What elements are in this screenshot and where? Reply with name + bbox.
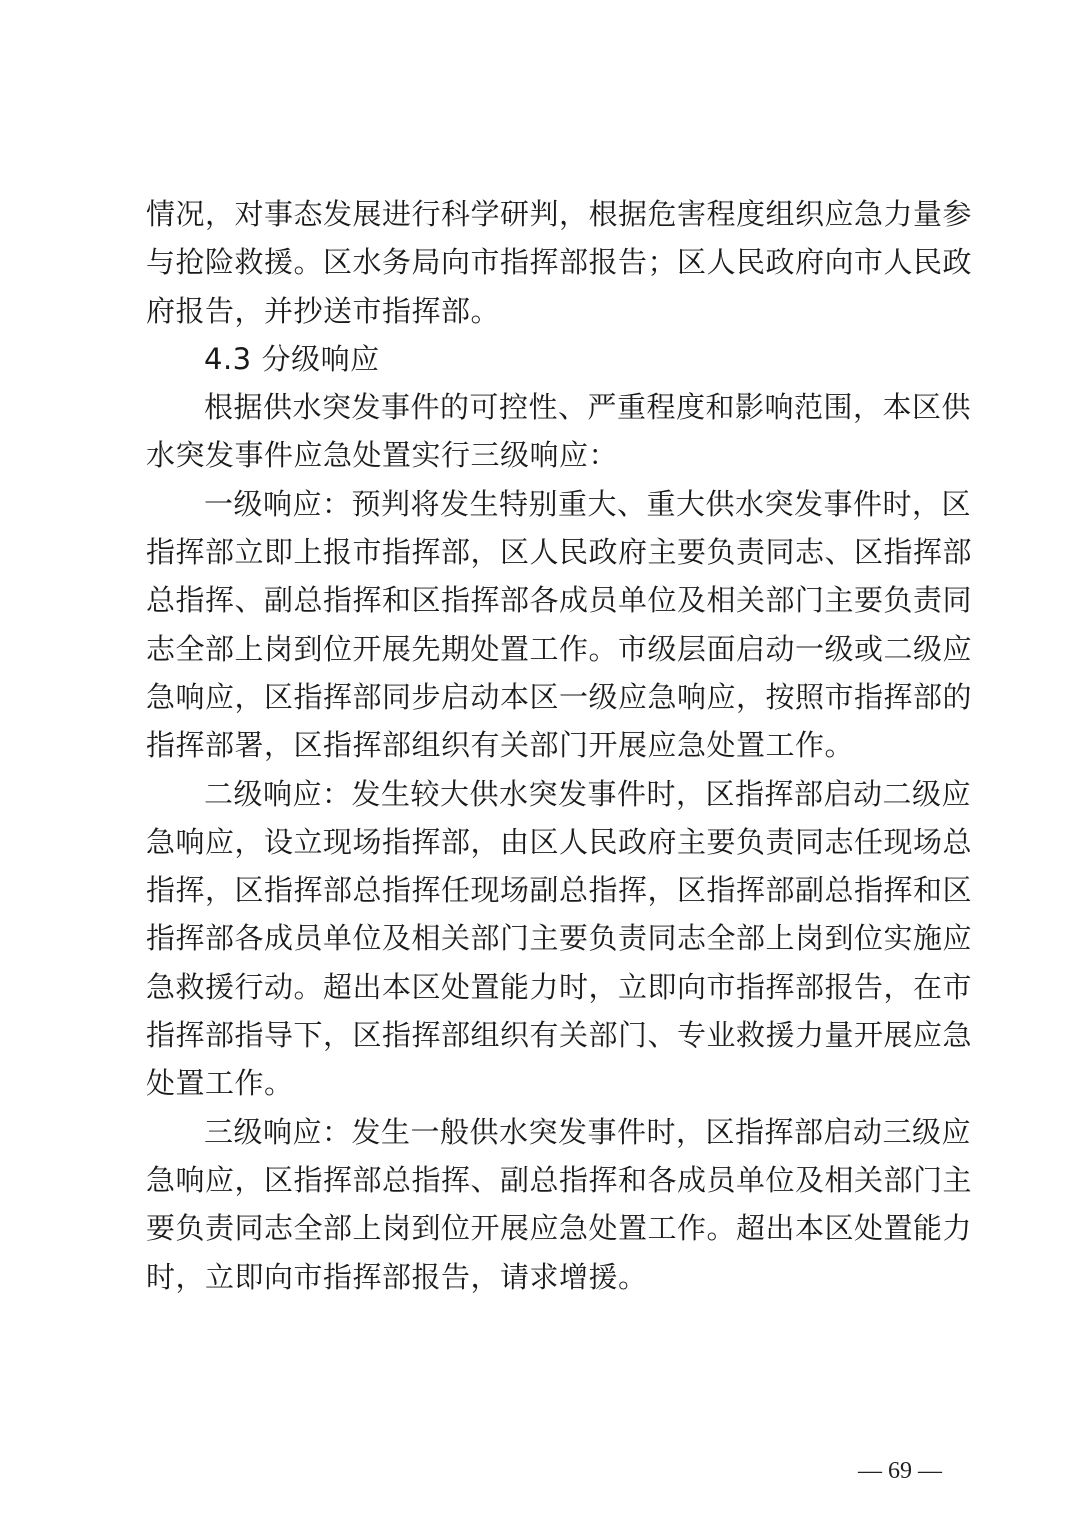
paragraph-first-line: 根据供水突发事件的可控性、严重程度和影响范围，本区供 xyxy=(204,390,972,425)
text-line: 指挥，区指挥部总指挥任现场副总指挥，区指挥部副总指挥和区 xyxy=(146,873,973,908)
text-line: 要负责同志全部上岗到位开展应急处置工作。超出本区处置能力 xyxy=(146,1211,973,1246)
text-line: 处置工作。 xyxy=(146,1066,294,1101)
text-line: 指挥部指导下，区指挥部组织有关部门、专业救援力量开展应急 xyxy=(146,1018,973,1053)
text-line: 志全部上岗到位开展先期处置工作。市级层面启动一级或二级应 xyxy=(146,631,973,666)
page-number: — 69 — xyxy=(858,1458,942,1484)
section-title: 分级响应 xyxy=(261,341,380,376)
body-text xyxy=(146,190,973,1301)
section-number: 4.3 xyxy=(204,341,252,376)
paragraph-first-line: 三级响应：发生一般供水突发事件时，区指挥部启动三级应 xyxy=(204,1114,972,1149)
text-line: 急救援行动。超出本区处置能力时，立即向市指挥部报告，在市 xyxy=(146,969,973,1004)
paragraph-first-line: 一级响应：预判将发生特别重大、重大供水突发事件时，区 xyxy=(204,486,972,521)
text-line: 府报告，并抄送市指挥部。 xyxy=(146,293,501,328)
text-line: 急响应，区指挥部总指挥、副总指挥和各成员单位及相关部门主 xyxy=(146,1162,973,1197)
text-line: 总指挥、副总指挥和区指挥部各成员单位及相关部门主要负责同 xyxy=(146,583,973,618)
text-line: 水突发事件应急处置实行三级响应： xyxy=(146,438,619,473)
text-line: 急响应，区指挥部同步启动本区一级应急响应，按照市指挥部的 xyxy=(146,679,973,714)
text-line: 指挥部各成员单位及相关部门主要负责同志全部上岗到位实施应 xyxy=(146,921,973,956)
section-heading xyxy=(146,335,942,383)
text-line: 指挥部署，区指挥部组织有关部门开展应急处置工作。 xyxy=(146,728,855,763)
text-line: 指挥部立即上报市指挥部，区人民政府主要负责同志、区指挥部 xyxy=(146,535,973,570)
paragraph-first-line: 二级响应：发生较大供水突发事件时，区指挥部启动二级应 xyxy=(204,776,972,811)
text-line: 急响应，设立现场指挥部，由区人民政府主要负责同志任现场总 xyxy=(146,824,973,859)
text-line: 时，立即向市指挥部报告，请求增援。 xyxy=(146,1259,648,1294)
text-line: 情况，对事态发展进行科学研判，根据危害程度组织应急力量参 xyxy=(146,197,973,231)
text-line: 与抢险救援。区水务局向市指挥部报告；区人民政府向市人民政 xyxy=(146,245,973,280)
